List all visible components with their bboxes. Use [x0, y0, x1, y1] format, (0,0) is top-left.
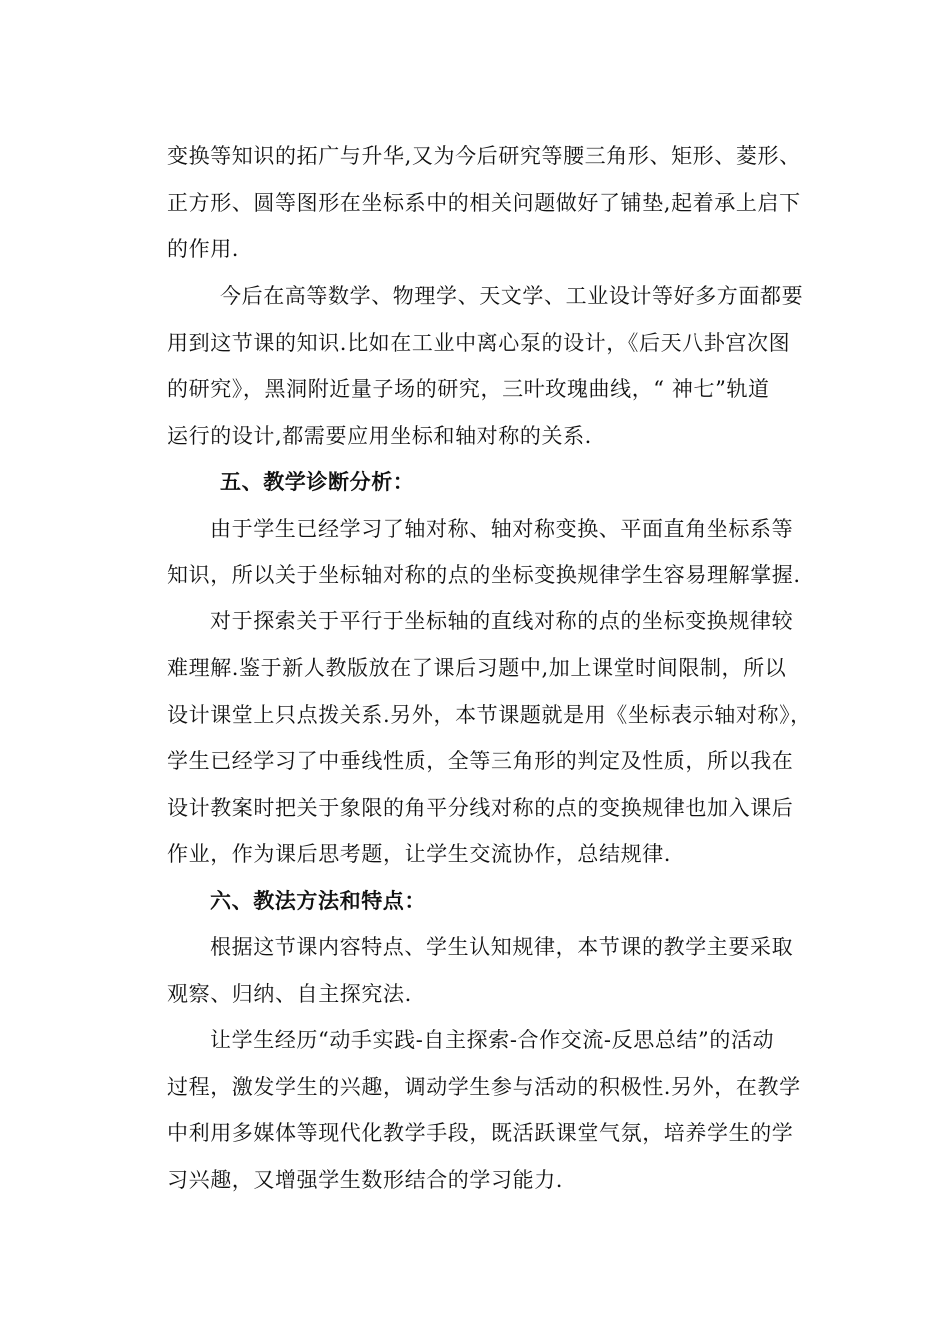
text-line: 今后在高等数学、物理学、天文学、工业设计等好多方面都要: [220, 284, 804, 308]
text-line: 由于学生已经学习了轴对称、轴对称变换、平面直角坐标系等: [210, 517, 794, 541]
text-line: 设计教案时把关于象限的角平分线对称的点的变换规律也加入课后: [167, 796, 794, 820]
section-heading-methods: 六、教法方法和特点：: [210, 888, 426, 913]
text-line: 根据这节课内容特点、学生认知规律，本节课的教学主要采取: [210, 935, 794, 959]
text-line: 的作用.: [167, 237, 240, 261]
text-line: 正方形、圆等图形在坐标系中的相关问题做好了铺垫,起着承上启下: [167, 191, 801, 215]
text-line: 让学生经历“动手实践-自主探索-合作交流-反思总结”的活动: [210, 1028, 775, 1052]
text-line: 过程，激发学生的兴趣，调动学生参与活动的积极性.另外，在教学: [167, 1075, 801, 1099]
text-line: 的研究》，黑洞附近量子场的研究，三叶玫瑰曲线，“ 神七”轨道: [167, 377, 770, 401]
text-line: 难理解.鉴于新人教版放在了课后习题中,加上课堂时间限制，所以: [167, 656, 787, 680]
text-line: 变换等知识的拓广与升华,又为今后研究等腰三角形、矩形、菱形、: [167, 144, 801, 168]
text-line: 中利用多媒体等现代化教学手段，既活跃课堂气氛，培养学生的学: [167, 1121, 794, 1145]
text-line: 习兴趣，又增强学生数形结合的学习能力.: [167, 1168, 564, 1192]
text-line: 运行的设计,都需要应用坐标和轴对称的关系.: [167, 424, 592, 448]
text-line: 学生已经学习了中垂线性质，全等三角形的判定及性质，所以我在: [167, 749, 794, 773]
section-heading-diagnosis: 五、教学诊断分析：: [220, 469, 415, 494]
text-line: 用到这节课的知识.比如在工业中离心泵的设计，《后天八卦宫次图: [167, 331, 791, 355]
text-line: 知识，所以关于坐标轴对称的点的坐标变换规律学生容易理解掌握.: [167, 563, 801, 587]
text-line: 作业，作为课后思考题，让学生交流协作，总结规律.: [167, 842, 672, 866]
text-line: 设计课堂上只点拨关系.另外，本节课题就是用《坐标表示轴对称》，: [167, 703, 812, 727]
text-line: 对于探索关于平行于坐标轴的直线对称的点的坐标变换规律较: [210, 609, 794, 633]
text-line: 观察、归纳、自主探究法.: [167, 982, 412, 1006]
